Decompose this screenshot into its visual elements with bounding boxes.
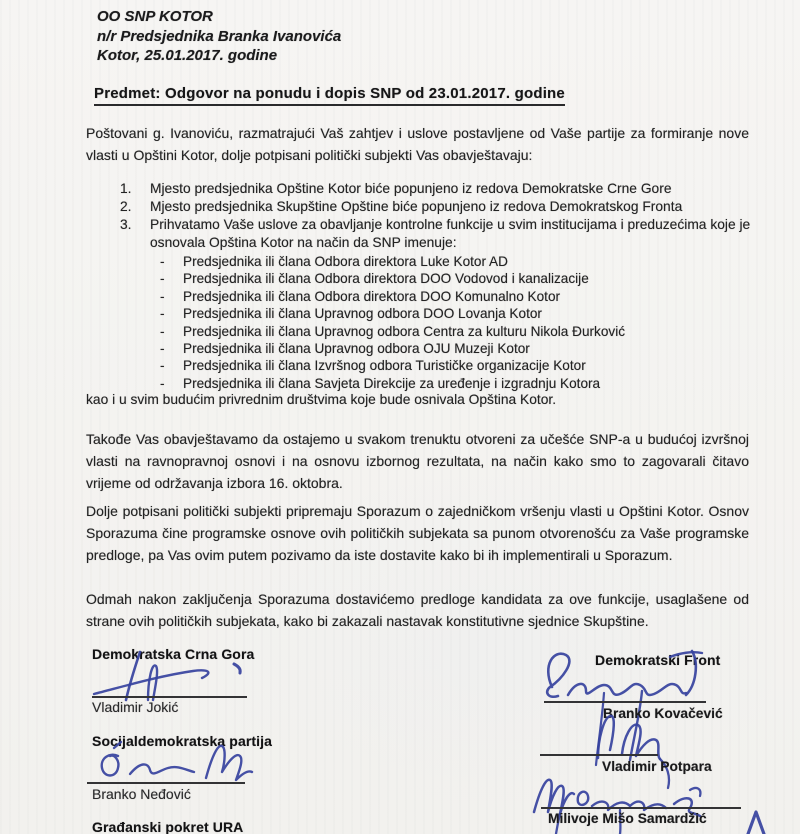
paragraph-candidates: Odmah nakon zaključenja Sporazuma dostavićemo predloge kandidata za ove funkcije, usaglašene od strane ovih političkih subjekata, kako bi zakazali nastavak konstitutivne sjednice Skupštine. bbox=[86, 591, 749, 629]
dash-marker: - bbox=[160, 323, 165, 339]
party-label-df: Demokratski Front bbox=[595, 652, 721, 668]
intro-paragraph: Poštovani g. Ivanoviću, razmatrajući Vaš zahtjev i uslove postavljene od Vaše partije za formiranje nove vlasti u Opštini Kotor, dolje potpisani politički subjekti Vas obavještavaju: bbox=[86, 125, 749, 163]
nedovic-signature-ink bbox=[84, 740, 259, 786]
appointment-item bbox=[160, 270, 754, 287]
list-item-text: Predsjednika ili člana Savjeta Direkcije za uređenje i izgradnju Kotora bbox=[183, 375, 601, 391]
paragraph-agreement: Dolje potpisani politički subjekti pripremaju Sporazum o zajedničkom vršenju vlasti u Opštini Kotor. Osnov Sporazuma čine programske osnove ovih političkih subjekata sa punom otvorenošću za Vaše programske predloge, pa Vas ovim putem pozivamo da iste dostavite kako bi ih implementirali u Sporazum. bbox=[86, 503, 749, 563]
appointment-item bbox=[160, 305, 754, 322]
signatory-name-samardzic: Milivoje Mišo Samardžić bbox=[548, 811, 707, 826]
list-marker: 2. bbox=[120, 199, 132, 214]
dash-marker: - bbox=[160, 254, 165, 269]
appointment-item bbox=[160, 323, 754, 340]
numbered-item bbox=[120, 180, 752, 198]
list-marker: 3. bbox=[120, 217, 132, 232]
dash-marker: - bbox=[160, 341, 165, 357]
numbered-item bbox=[120, 198, 752, 216]
jokic-signature-ink bbox=[88, 650, 253, 702]
list-item-text: Predsjednika ili člana Izvršnog odbora Turističke organizacije Kotor bbox=[183, 358, 586, 374]
list-footer-text: kao i u svim budućim privrednim društvima koje bude osnivala Opština Kotor. bbox=[86, 392, 557, 407]
subject-line: Predmet: Odgovor na ponudu i dopis SNP od 23.01.2017. godine bbox=[94, 85, 565, 106]
dash-marker: - bbox=[160, 375, 165, 391]
dash-marker: - bbox=[160, 288, 165, 304]
party-label-sdp: Socijaldemokratska partija bbox=[92, 733, 273, 749]
letter-header bbox=[97, 7, 341, 66]
dash-marker: - bbox=[160, 358, 165, 374]
list-item-text: Mjesto predsjednika Skupštine Opštine biće popunjeno iz redova Demokratskog Fronta bbox=[150, 199, 683, 214]
list-item-text: Prihvatamo Vaše uslove za obavljanje kontrolne funkcije u svim institucijama i preduzećima koje je osnovala Opština Kotor na način da SNP imenuje: bbox=[150, 217, 751, 250]
appointment-item bbox=[160, 357, 754, 374]
place-date-line: Kotor, 25.01.2017. godine bbox=[97, 47, 278, 64]
signature-line bbox=[87, 782, 245, 784]
appointment-item bbox=[160, 340, 754, 357]
list-item-text: Predsjednika ili člana Upravnog odbora Centra za kulturu Nikola Đurković bbox=[183, 323, 626, 339]
signature-line bbox=[540, 754, 658, 756]
party-label-dcg: Demokratska Crna Gora bbox=[92, 646, 255, 662]
appointment-item bbox=[160, 253, 754, 270]
signatory-name-nedovic: Branko Neđović bbox=[92, 786, 191, 802]
appointment-item bbox=[160, 375, 754, 392]
signatory-name-kovacevic: Branko Kovačević bbox=[603, 706, 723, 721]
signatory-name-jokic: Vladimir Jokić bbox=[92, 699, 179, 715]
signature-line bbox=[541, 807, 741, 809]
appointment-item bbox=[160, 288, 754, 305]
numbered-item bbox=[120, 216, 752, 252]
list-marker: 1. bbox=[120, 181, 132, 196]
signature-line bbox=[544, 701, 706, 703]
dash-marker: - bbox=[160, 271, 165, 287]
list-item-text: Predsjednika ili člana Odbora direktora Luke Kotor AD bbox=[183, 254, 508, 269]
recipient-org: OO SNP KOTOR bbox=[97, 8, 213, 25]
dash-marker: - bbox=[160, 306, 165, 322]
signature-line bbox=[92, 696, 247, 698]
appointment-list bbox=[160, 253, 754, 392]
recipient-attention: n/r Predsjednika Branka Ivanovića bbox=[97, 27, 342, 45]
list-item-text: Mjesto predsjednika Opštine Kotor biće popunjeno iz redova Demokratske Crne Gore bbox=[150, 181, 672, 196]
party-label-ura: Građanski pokret URA bbox=[92, 819, 244, 834]
list-item-text: Predsjednika ili člana Upravnog odbora DOO Lovanja Kotor bbox=[183, 306, 542, 322]
list-item-text: Predsjednika ili člana Upravnog odbora OJU Muzeji Kotor bbox=[183, 341, 530, 357]
signatory-name-potpara: Vladimir Potpara bbox=[602, 759, 712, 774]
list-item-text: Predsjednika ili člana Odbora direktora DOO Vodovod i kanalizacije bbox=[183, 271, 589, 287]
paragraph-openness: Takođe Vas obavještavamo da ostajemo u svakom trenuktu otvoreni za učešće SNP-a u budućoj izvršnoj vlasti na ravnopravnoj osnovi i na osnovu izbornog rezultata, na način kako smo to zagovarali čitavo vrijeme od održavanja izbora 16. oktobra. bbox=[86, 431, 749, 491]
numbered-list bbox=[120, 180, 752, 252]
list-item-text: Predsjednika ili člana Odbora direktora DOO Komunalno Kotor bbox=[183, 288, 561, 304]
